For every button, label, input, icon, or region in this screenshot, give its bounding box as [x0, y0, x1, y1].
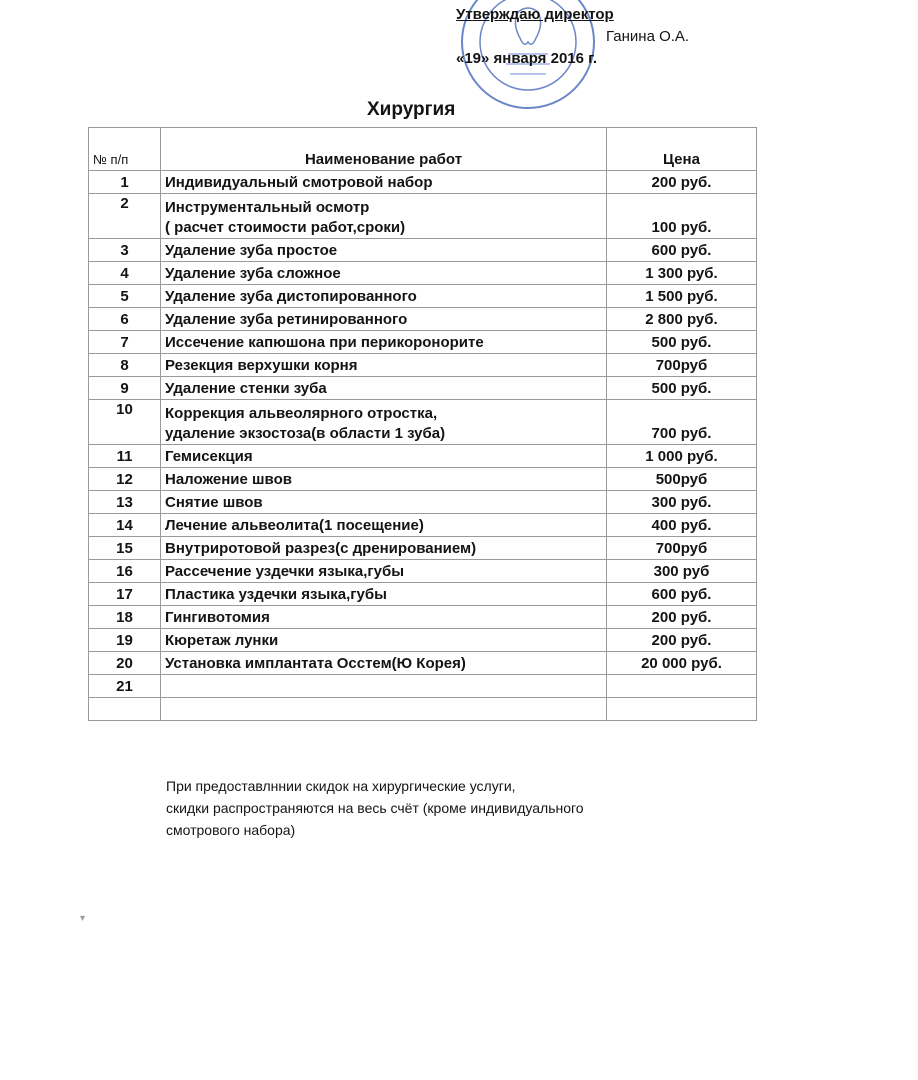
row-service-name: Удаление стенки зуба: [161, 377, 607, 400]
service-name-line-1: Инструментальный осмотр: [165, 199, 370, 216]
row-number: 8: [89, 354, 161, 377]
table-row: [89, 675, 757, 698]
discount-note: [166, 775, 584, 841]
table-row: [89, 445, 757, 468]
row-service-name: Внутриротовой разрез(с дренированием): [161, 537, 607, 560]
table-row: [89, 377, 757, 400]
row-number: 19: [89, 629, 161, 652]
row-price: 600 руб.: [607, 239, 757, 262]
note-line-3: смотрового набора): [166, 822, 296, 838]
note-line-1: При предоставлннии скидок на хирургические услуги,: [166, 778, 516, 794]
row-service-name: Удаление зуба сложное: [161, 262, 607, 285]
row-price: 500руб: [607, 468, 757, 491]
row-price: 1 500 руб.: [607, 285, 757, 308]
table-row: [89, 400, 757, 445]
header-num: № п/п: [89, 128, 161, 171]
approval-date: «19» января 2016 г.: [456, 50, 598, 67]
row-service-name: [161, 194, 607, 239]
row-number: 10: [89, 400, 161, 445]
row-number: 21: [89, 675, 161, 698]
service-name-line-2: удаление экзостоза(в области 1 зуба): [165, 425, 446, 442]
table-row: [89, 262, 757, 285]
row-price: 300 руб.: [607, 491, 757, 514]
row-number: 18: [89, 606, 161, 629]
row-price: 400 руб.: [607, 514, 757, 537]
row-price: 500 руб.: [607, 331, 757, 354]
table-row: [89, 331, 757, 354]
row-price: 2 800 руб.: [607, 308, 757, 331]
row-price: 600 руб.: [607, 583, 757, 606]
row-service-name: Кюретаж лунки: [161, 629, 607, 652]
row-service-name: Лечение альвеолита(1 посещение): [161, 514, 607, 537]
table-row: [89, 514, 757, 537]
row-price: 500 руб.: [607, 377, 757, 400]
row-number: 15: [89, 537, 161, 560]
row-price: 100 руб.: [607, 194, 757, 239]
director-name: Ганина О.А.: [606, 28, 690, 45]
row-number: [89, 698, 161, 721]
table-row: [89, 652, 757, 675]
row-service-name: Удаление зуба ретинированного: [161, 308, 607, 331]
row-price: 300 руб: [607, 560, 757, 583]
approval-block: [456, 4, 716, 70]
row-service-name: Установка имплантата Осстем(Ю Корея): [161, 652, 607, 675]
row-number: 17: [89, 583, 161, 606]
table-row: [89, 560, 757, 583]
table-row: [89, 491, 757, 514]
table-row: [89, 629, 757, 652]
row-service-name: Рассечение уздечки языка,губы: [161, 560, 607, 583]
row-price: [607, 675, 757, 698]
price-table: [88, 127, 757, 721]
row-service-name: Удаление зуба дистопированного: [161, 285, 607, 308]
page-title: Хирургия: [367, 99, 456, 120]
row-service-name: [161, 400, 607, 445]
table-row: [89, 239, 757, 262]
row-price: 200 руб.: [607, 171, 757, 194]
row-price: 700 руб.: [607, 400, 757, 445]
row-number: 20: [89, 652, 161, 675]
row-number: 6: [89, 308, 161, 331]
table-row: [89, 308, 757, 331]
table-row: [89, 468, 757, 491]
table-row: [89, 606, 757, 629]
approval-title: Утверждаю директор: [456, 6, 614, 23]
row-number: 12: [89, 468, 161, 491]
row-service-name: Гемисекция: [161, 445, 607, 468]
row-price: 20 000 руб.: [607, 652, 757, 675]
row-number: 13: [89, 491, 161, 514]
row-number: 14: [89, 514, 161, 537]
table-row: [89, 537, 757, 560]
table-row: [89, 194, 757, 239]
row-number: 9: [89, 377, 161, 400]
row-price: 700руб: [607, 537, 757, 560]
header-price: Цена: [607, 128, 757, 171]
row-price: [607, 698, 757, 721]
scan-speck: ▾: [80, 913, 86, 924]
row-number: 11: [89, 445, 161, 468]
row-price: 200 руб.: [607, 606, 757, 629]
row-number: 1: [89, 171, 161, 194]
row-service-name: Наложение швов: [161, 468, 607, 491]
row-price: 700руб: [607, 354, 757, 377]
table-row: [89, 354, 757, 377]
row-service-name: Иссечение капюшона при перикоронорите: [161, 331, 607, 354]
row-service-name: Индивидуальный смотровой набор: [161, 171, 607, 194]
header-name: Наименование работ: [161, 128, 607, 171]
row-service-name: Снятие швов: [161, 491, 607, 514]
row-price: 1 300 руб.: [607, 262, 757, 285]
row-number: 2: [89, 194, 161, 239]
row-number: 3: [89, 239, 161, 262]
row-price: 200 руб.: [607, 629, 757, 652]
table-row: [89, 171, 757, 194]
service-name-line-2: ( расчет стоимости работ,сроки): [165, 219, 406, 236]
note-line-2: скидки распространяются на весь счёт (кроме индивидуального: [166, 800, 584, 816]
table-row: [89, 583, 757, 606]
row-service-name: [161, 698, 607, 721]
row-service-name: Резекция верхушки корня: [161, 354, 607, 377]
table-row: [89, 285, 757, 308]
table-row: [89, 698, 757, 721]
row-service-name: [161, 675, 607, 698]
row-number: 5: [89, 285, 161, 308]
service-name-line-1: Коррекция альвеолярного отростка,: [165, 405, 438, 422]
row-number: 16: [89, 560, 161, 583]
row-service-name: Пластика уздечки языка,губы: [161, 583, 607, 606]
table-header-row: [89, 128, 757, 171]
row-service-name: Гингивотомия: [161, 606, 607, 629]
row-price: 1 000 руб.: [607, 445, 757, 468]
row-number: 7: [89, 331, 161, 354]
row-number: 4: [89, 262, 161, 285]
row-service-name: Удаление зуба простое: [161, 239, 607, 262]
